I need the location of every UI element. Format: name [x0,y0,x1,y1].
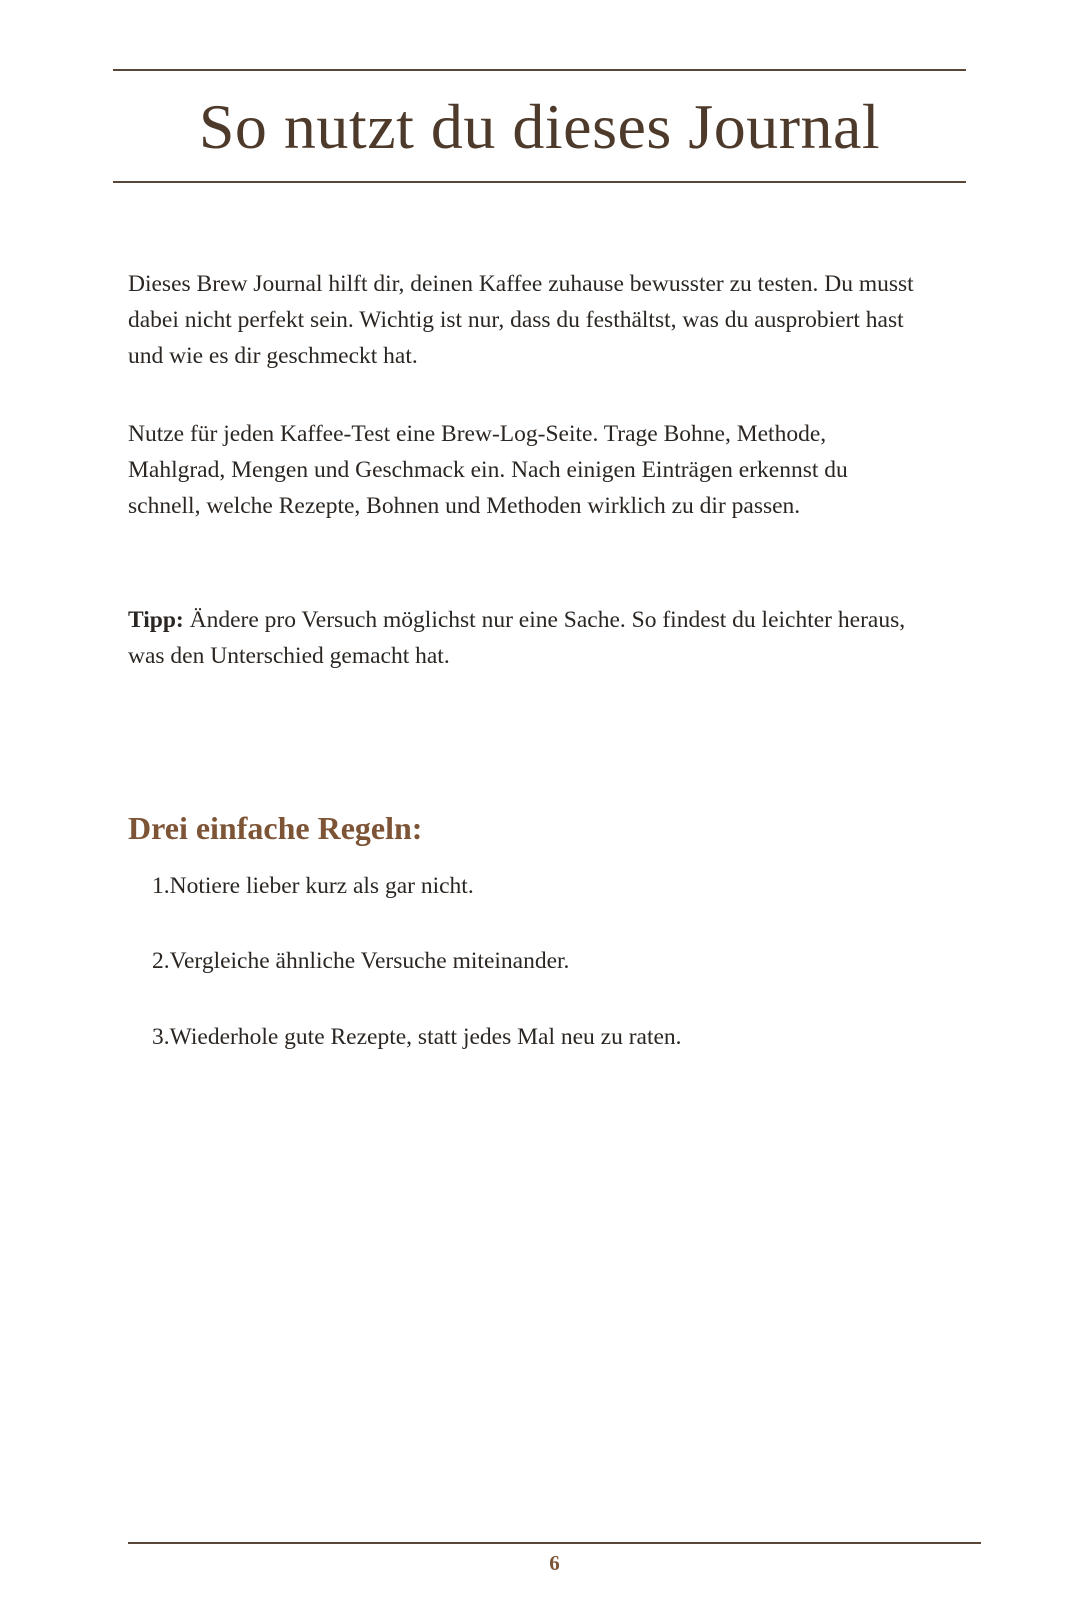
tip-paragraph [128,602,918,674]
footer-divider [128,1542,981,1544]
intro-paragraph-2: Nutze für jeden Kaffee-Test eine Brew-Log-Seite. Trage Bohne, Methode, Mahlgrad, Mengen und Geschmack ein. Nach einigen Einträgen erkennst du schnell, welche Rezepte, Bohnen und Methoden wirklich zu dir passen. [128,421,848,519]
page-title: So nutzt du dieses Journal [198,91,881,162]
tip-label: Tipp: [128,607,184,633]
rules-heading: Drei einfache Regeln: [128,810,423,846]
intro-paragraph-1: Dieses Brew Journal hilft dir, deinen Kaffee zuhause bewusster zu testen. Du musst dabei nicht perfekt sein. Wichtig ist nur, dass du festhältst, was du ausprobiert hast und wie es dir geschmeckt hat. [128,271,914,369]
top-divider [113,69,966,71]
page-number: 6 [549,1551,560,1575]
rule-item: 2.Vergleiche ähnliche Versuche miteinander. [152,948,570,974]
title-divider [113,181,966,183]
tip-text: Ändere pro Versuch möglichst nur eine Sache. So findest du leichter heraus, was den Unterschied gemacht hat. [128,607,906,669]
rule-item: 1.Notiere lieber kurz als gar nicht. [152,873,474,899]
rule-item: 3.Wiederhole gute Rezepte, statt jedes Mal neu zu raten. [152,1024,682,1050]
